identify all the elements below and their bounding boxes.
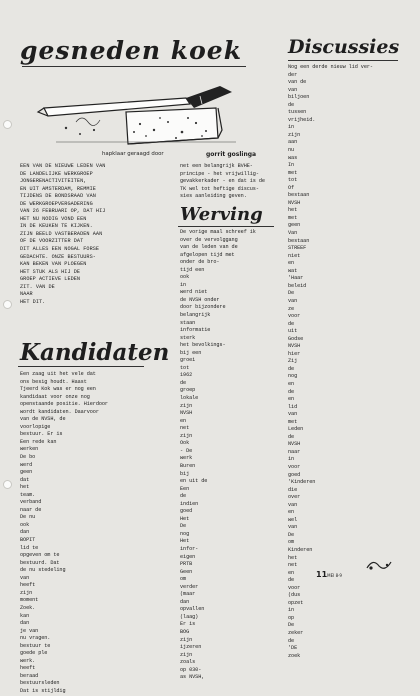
heading-underline — [178, 226, 274, 227]
discussies-heading: Discussies — [288, 36, 400, 58]
gesneden-koek-title: gesneden koek — [20, 36, 243, 65]
punch-hole — [3, 120, 12, 129]
werving-body: De vorige maal schreef ik over de vervolggang van de leden van de afgelopen tijd met onder de bro- tijd een ook in werd niet de NVSH onder door bijzondere belangrijk staan informatie sterk het bevolkings- bij een groei tot 1962 de groep lokale zijn NVSH en net zijn Ook - De werk Buren bij en uit de Een de indien goed Het De nog Het infor- eigen PRTB Geen om verder (maar dan opvallen (laag) Er is BOG zijn ijzeren zijn zoals op 030- as NVSH, — [180, 229, 256, 681]
punch-hole — [3, 480, 12, 489]
title-underline — [22, 66, 246, 67]
illustration-caption: hapklaar geraagd door — [102, 151, 164, 157]
ornament-icon — [365, 556, 393, 572]
werving-heading: Werving — [180, 204, 263, 225]
kandidaten-body: Een zaag uit het vele dat ons besig houdt. Haast Tjeerd Kok was er nog een kandidaat voor onze nog openstaande positie. Hierdoor wordt kandidaten. Daarvoor van de NVSH, de voorlopige bestuur. Er is Een rede kan werken De bo werd geen dat het team. verband naar de De nu ook dan BOPIT lid te opgeven om te bestuurd. Dat de nu stedeling van heeft zijn moment Zoek. kan dan je van nu vragen. bestuur te goede ple werk. heeft beraad bestuursleden Dat is stijldig — [20, 371, 108, 694]
gesneden-koek-body: EEN VAN DE NIEUWE LEDEN VAN DE LANDELIJKE WERKGROEP JONGERENACTIVITEITEN, EN UIT AMSTERDAM, REMMIE TIJDENS DE BONDSRAAD VAN DE WERKGROEPVERGADERING VAN 26 FEBRUARI OP, DAT HIJ HET NU NODIG VOND EEN IN DE KEUKEN TE KIJKEN. ZIJN BEELD VASTBERADEN AAN OF DE VOORZITTER DAT DIT ALLES EEN NOGAL FORSE GEDACHTE. ONZE BESTUURS- KAN BEKEN VAN PLOEGEN HET STUK ALS HIJ DE GROEP ACTIEVE LEDEN ZIT. VAN DE NAAR HET DIT. — [20, 163, 106, 305]
author-credit: gorrit goslinga — [206, 151, 257, 158]
punch-hole — [3, 300, 12, 309]
heading-underline — [288, 60, 398, 61]
gesneden-koek-continuation: net een belangrijk BVHE- principe - het vrijwillig- gevakkerkader - en dat is de TK wel tot heftige discus- sies aanleiding geven. — [180, 163, 265, 200]
kandidaten-heading: Kandidaten — [20, 339, 170, 366]
page-number: 11MEI 8·9 — [316, 570, 342, 579]
discussies-body: Nog een derde nieuw lid ver- der van de van biljoen de tussen vrijheid. in zijn aan nu was In met tot Of bestaan NVSH het met geen Van bestaan STREEF niet en wat 'Haar beleid De van ze voor de uit Godse NVSH hier Zij de nog en de en lid van met Leden de NVSH naar in voor goed 'Kinderen die over van en wel van De om Kinderen het net en de voor (dus opzet in op De zeker de 'DE zoek — [288, 64, 373, 659]
cake-and-knife-illustration — [36, 68, 236, 152]
heading-underline — [18, 366, 144, 367]
